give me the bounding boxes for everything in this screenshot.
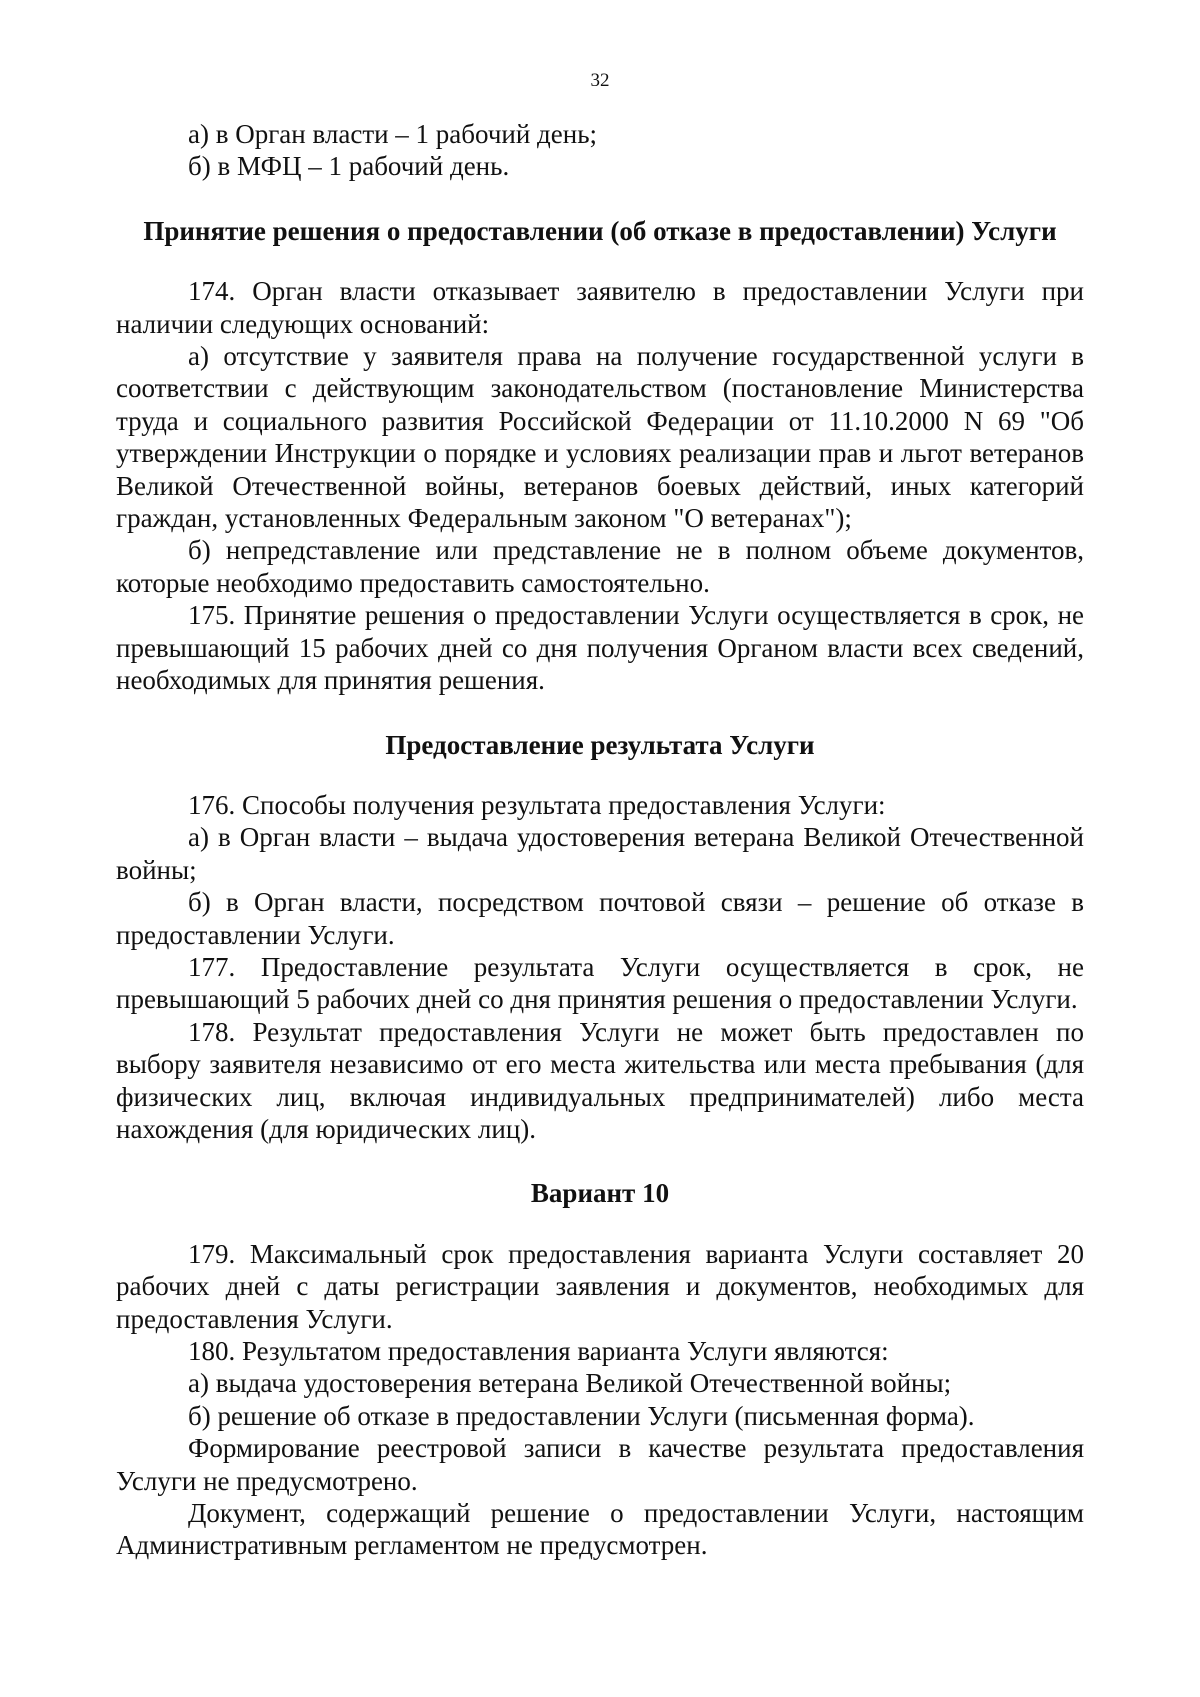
paragraph-intro-b: б) в МФЦ – 1 рабочий день. [188, 151, 510, 182]
paragraph-174-a: а) отсутствие у заявителя права на получение государственной услуги в соответствии с действующим законодательством (постановление Министерства труда и социального развития Российской Федерации от 11.10.2000 N 69 "Об утверждении Инструкции о порядке и условиях реализации прав и льгот ветеранов Великой Отечественной войны, ветеранов боевых действий, иных категорий граждан, установленных Федеральным законом "О ветеранах"); [116, 341, 1084, 534]
paragraph-179: 179. Максимальный срок предоставления варианта Услуги составляет 20 рабочих дней с даты регистрации заявления и документов, необходимых для предоставления Услуги. [116, 1238, 1084, 1334]
paragraph-178: 178. Результат предоставления Услуги не может быть предоставлен по выбору заявителя независимо от его места жительства или места пребывания (для физических лиц, включая индивидуальных предпринимателей) либо места нахождения (для юридических лиц). [116, 1016, 1084, 1144]
paragraph-176: 176. Способы получения результата предоставления Услуги: [188, 789, 886, 820]
paragraph-180: 180. Результатом предоставления варианта Услуги являются: [188, 1336, 889, 1366]
paragraph-176-a: а) в Орган власти – выдача удостоверения ветерана Великой Отечественной войны; [116, 822, 1084, 885]
paragraph-176-b: б) в Орган власти, посредством почтовой связи – решение об отказе в предоставлении Услуги. [116, 887, 1084, 950]
paragraph-registry: Формирование реестровой записи в качестве результата предоставления Услуги не предусмотрено. [116, 1433, 1084, 1496]
paragraph-175: 175. Принятие решения о предоставлении Услуги осуществляется в срок, не превышающий 15 рабочих дней со дня получения Органом власти всех сведений, необходимых для принятия решения. [116, 600, 1084, 696]
page-content [116, 118, 1084, 1562]
paragraph-document: Документ, содержащий решение о предоставлении Услуги, настоящим Административным регламентом не предусмотрен. [116, 1498, 1084, 1561]
paragraph-174-b: б) непредставление или представление не в полном объеме документов, которые необходимо предоставить самостоятельно. [116, 535, 1084, 598]
paragraph-180-a: а) выдача удостоверения ветерана Великой Отечественной войны; [188, 1368, 952, 1399]
heading-result: Предоставление результата Услуги [385, 729, 815, 760]
paragraph-intro-a: а) в Орган власти – 1 рабочий день; [188, 119, 598, 149]
heading-variant: Вариант 10 [530, 1178, 670, 1209]
paragraph-177: 177. Предоставление результата Услуги осуществляется в срок, не превышающий 5 рабочих дней со дня принятия решения о предоставлении Услуги. [116, 951, 1084, 1015]
page-number: 32 [590, 70, 610, 91]
heading-decision: Принятие решения о предоставлении (об отказе в предоставлении) Услуги [143, 215, 1057, 246]
paragraph-174: 174. Орган власти отказывает заявителю в предоставлении Услуги при наличии следующих оснований: [116, 276, 1084, 339]
paragraph-180-b: б) решение об отказе в предоставлении Услуги (письменная форма). [188, 1400, 975, 1431]
